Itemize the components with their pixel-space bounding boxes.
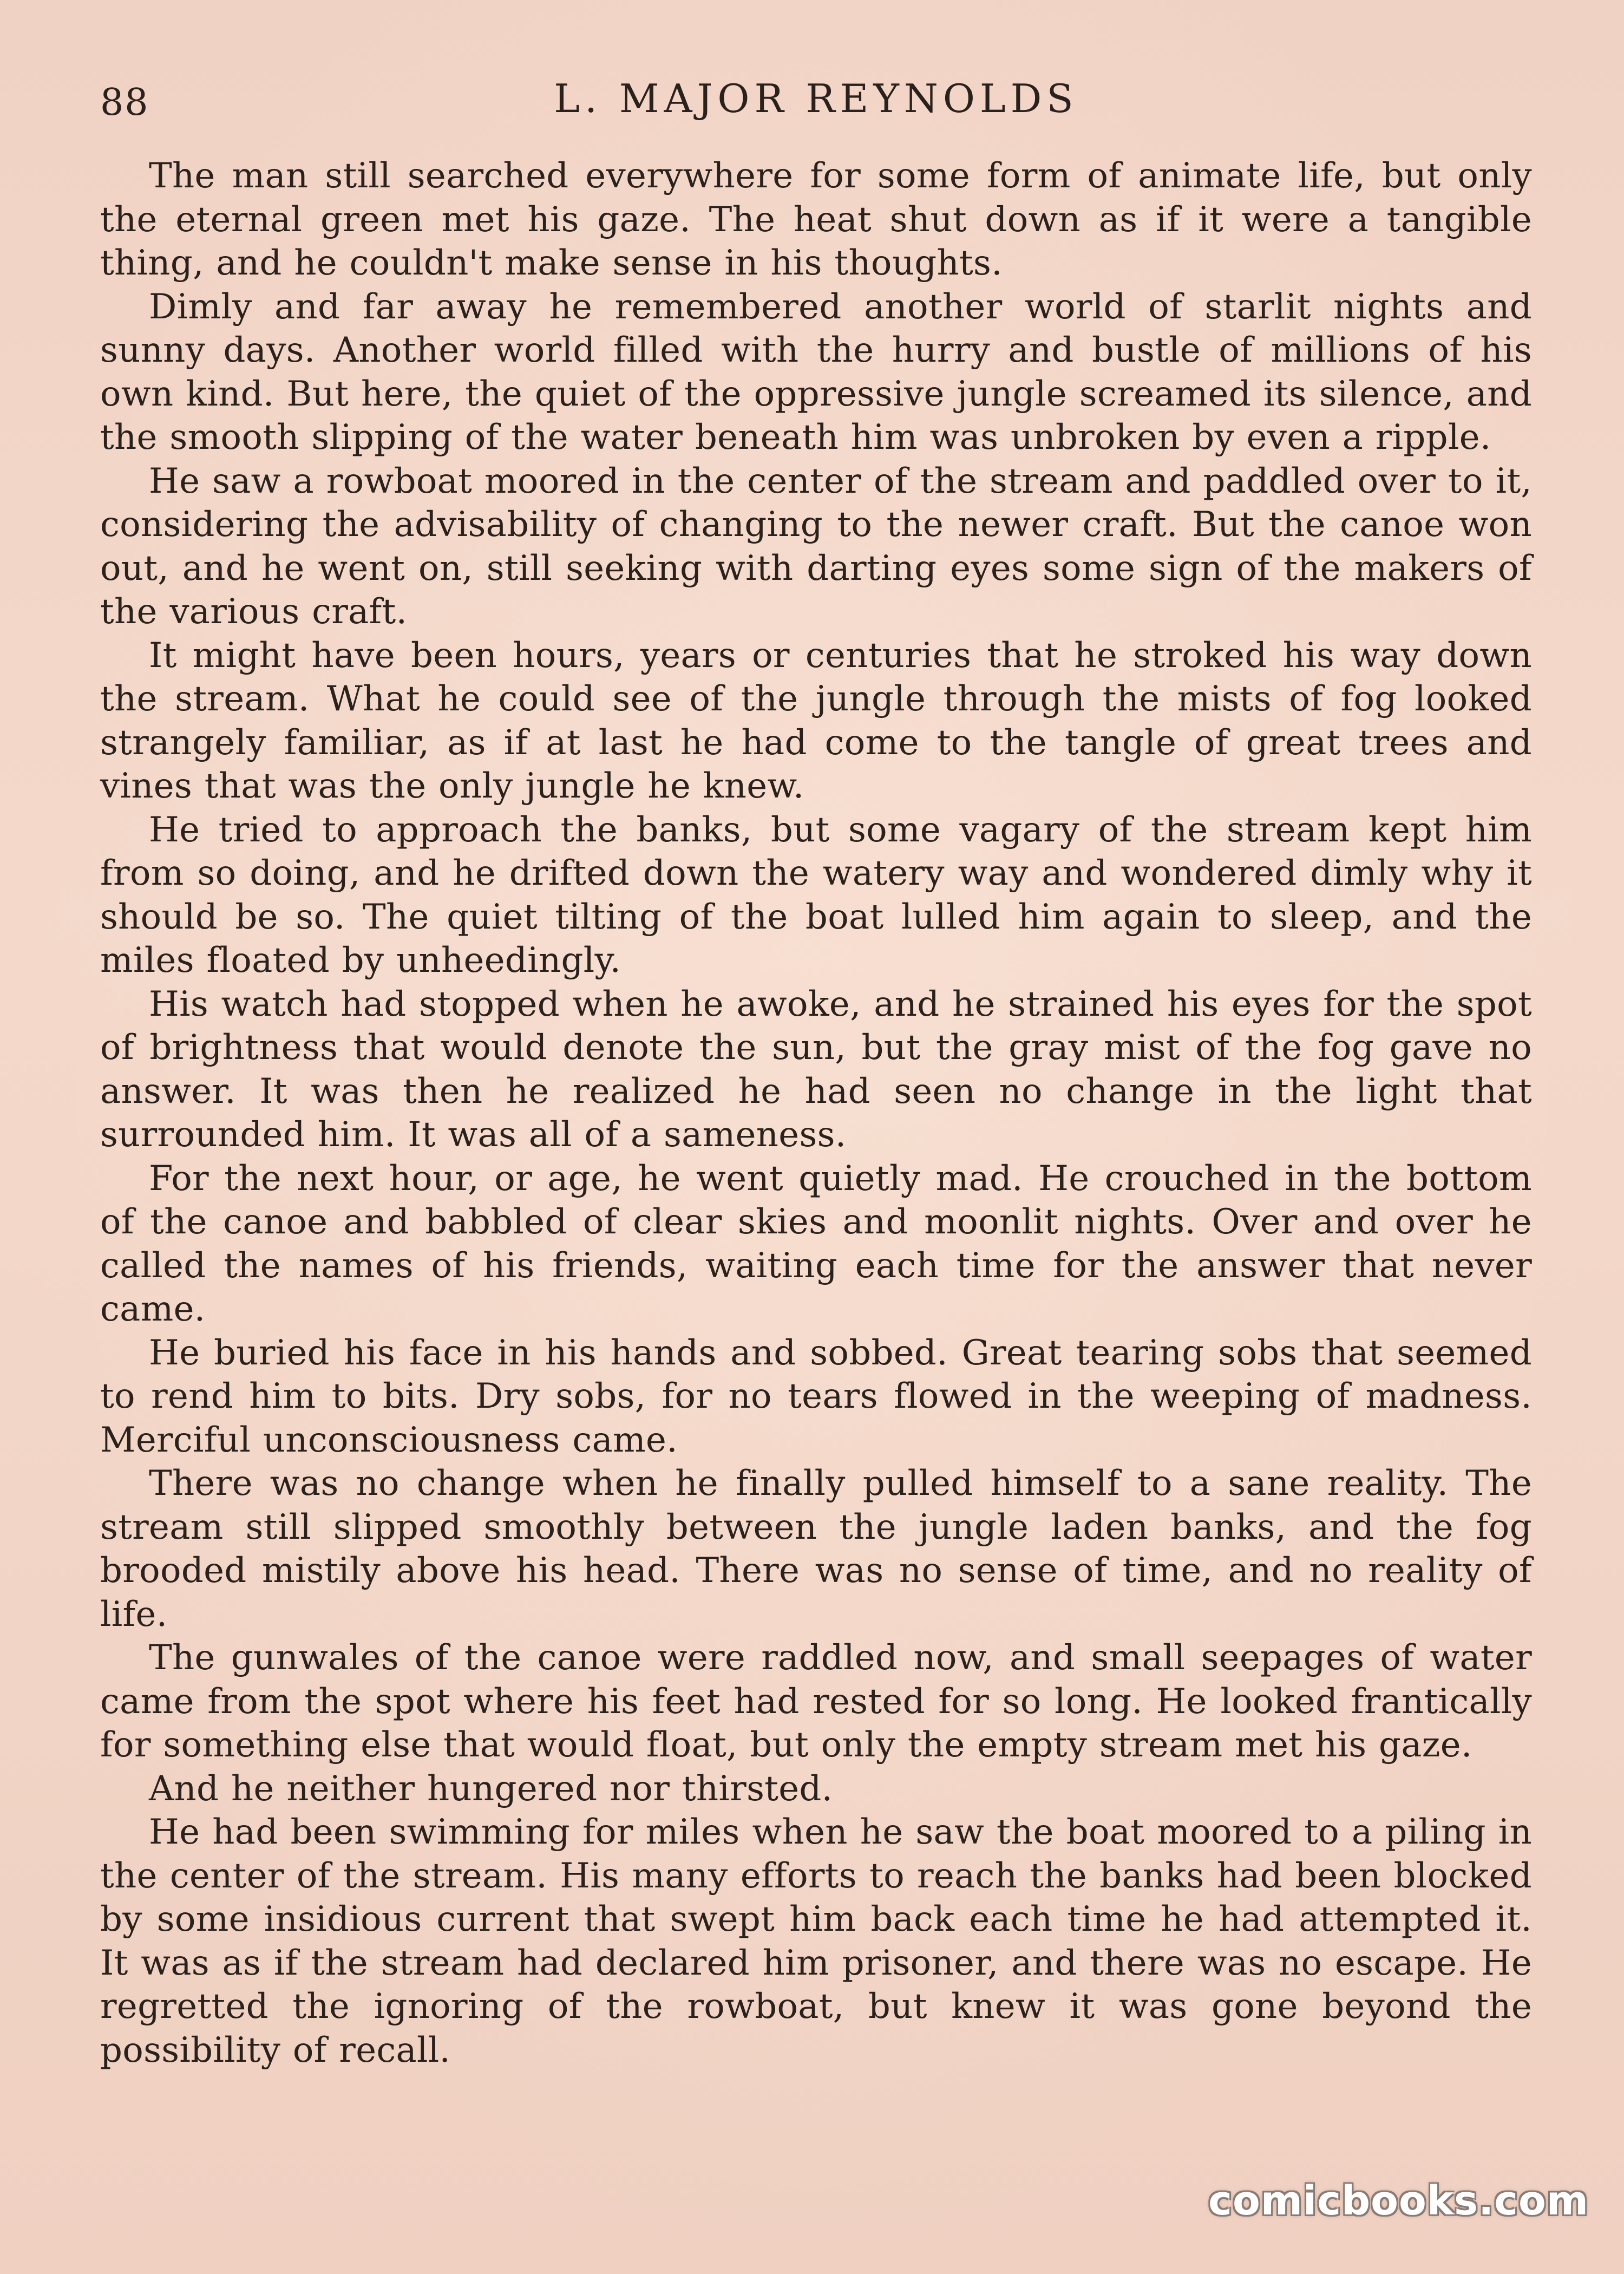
paragraph: The gunwales of the canoe were raddled now, and small seepages of water came from the spot where his feet had rested for so long. He looked frantically for something else that would float, but only the empty stream met his gaze. (100, 1638, 1532, 1765)
paragraph: The man still searched everywhere for some form of animate life, but only the eternal green met his gaze. The heat shut down as if it were a tangible thing, and he couldn't make sense in his thoughts. (100, 156, 1532, 283)
paragraph: There was no change when he finally pulled himself to a sane reality. The stream still slipped smoothly between the jungle laden banks, and the fog brooded mistily above his head. There was no sense of time, and no reality of life. (100, 1463, 1532, 1635)
page-header (100, 76, 1532, 135)
paragraph: It might have been hours, years or centuries that he stroked his way down the stream. What he could see of the jungle through the mists of fog looked strangely familiar, as if at last he had come to the tangle of great trees and vines that was the only jungle he knew. (100, 635, 1532, 806)
watermark: comicbooks.com (1208, 2178, 1589, 2224)
paragraph: He tried to approach the banks, but some vagary of the stream kept him from so doing, and he drifted down the watery way and wondered dimly why it should be so. The quiet tilting of the boat lulled him again to sleep, and the miles floated by unheedingly. (100, 809, 1532, 981)
paragraph: He saw a rowboat moored in the center of the stream and paddled over to it, considering the advisability of changing to the newer craft. But the canoe won out, and he went on, still seeking with darting eyes some sign of the makers of the various craft. (100, 461, 1532, 632)
paragraph: For the next hour, or age, he went quietly mad. He crouched in the bottom of the canoe and babbled of clear skies and moonlit nights. Over and over he called the names of his friends, waiting each time for the answer that never came. (100, 1158, 1532, 1329)
paragraph: His watch had stopped when he awoke, and he strained his eyes for the spot of brightness that would denote the sun, but the gray mist of the fog gave no answer. It was then he realized he had seen no change in the light that surrounded him. It was all of a sameness. (100, 984, 1532, 1155)
paragraph: And he neither hungered nor thirsted. (149, 1768, 833, 1809)
page-number: 88 (100, 81, 149, 124)
paragraph: Dimly and far away he remembered another world of starlit nights and sunny days. Another world filled with the hurry and bustle of millions of his own kind. But here, the quiet of the oppressive jungle screamed its silence, and the smooth slipping of the water beneath him was unbroken by even a ripple. (100, 286, 1532, 458)
running-head: L. MAJOR REYNOLDS (554, 76, 1078, 121)
paragraph: He buried his face in his hands and sobbed. Great tearing sobs that seemed to rend him to bits. Dry sobs, for no tears flowed in the weeping of madness. Merciful unconsciousness came. (100, 1332, 1532, 1460)
paragraph: He had been swimming for miles when he saw the boat moored to a piling in the center of the stream. His many efforts to reach the banks had been blocked by some insidious current that swept him back each time he had attempted it. It was as if the stream had declared him prisoner, and there was no escape. He regretted the ignoring of the rowboat, but knew it was gone beyond the possibility of recall. (100, 1812, 1532, 2070)
body-text (100, 154, 1532, 2072)
